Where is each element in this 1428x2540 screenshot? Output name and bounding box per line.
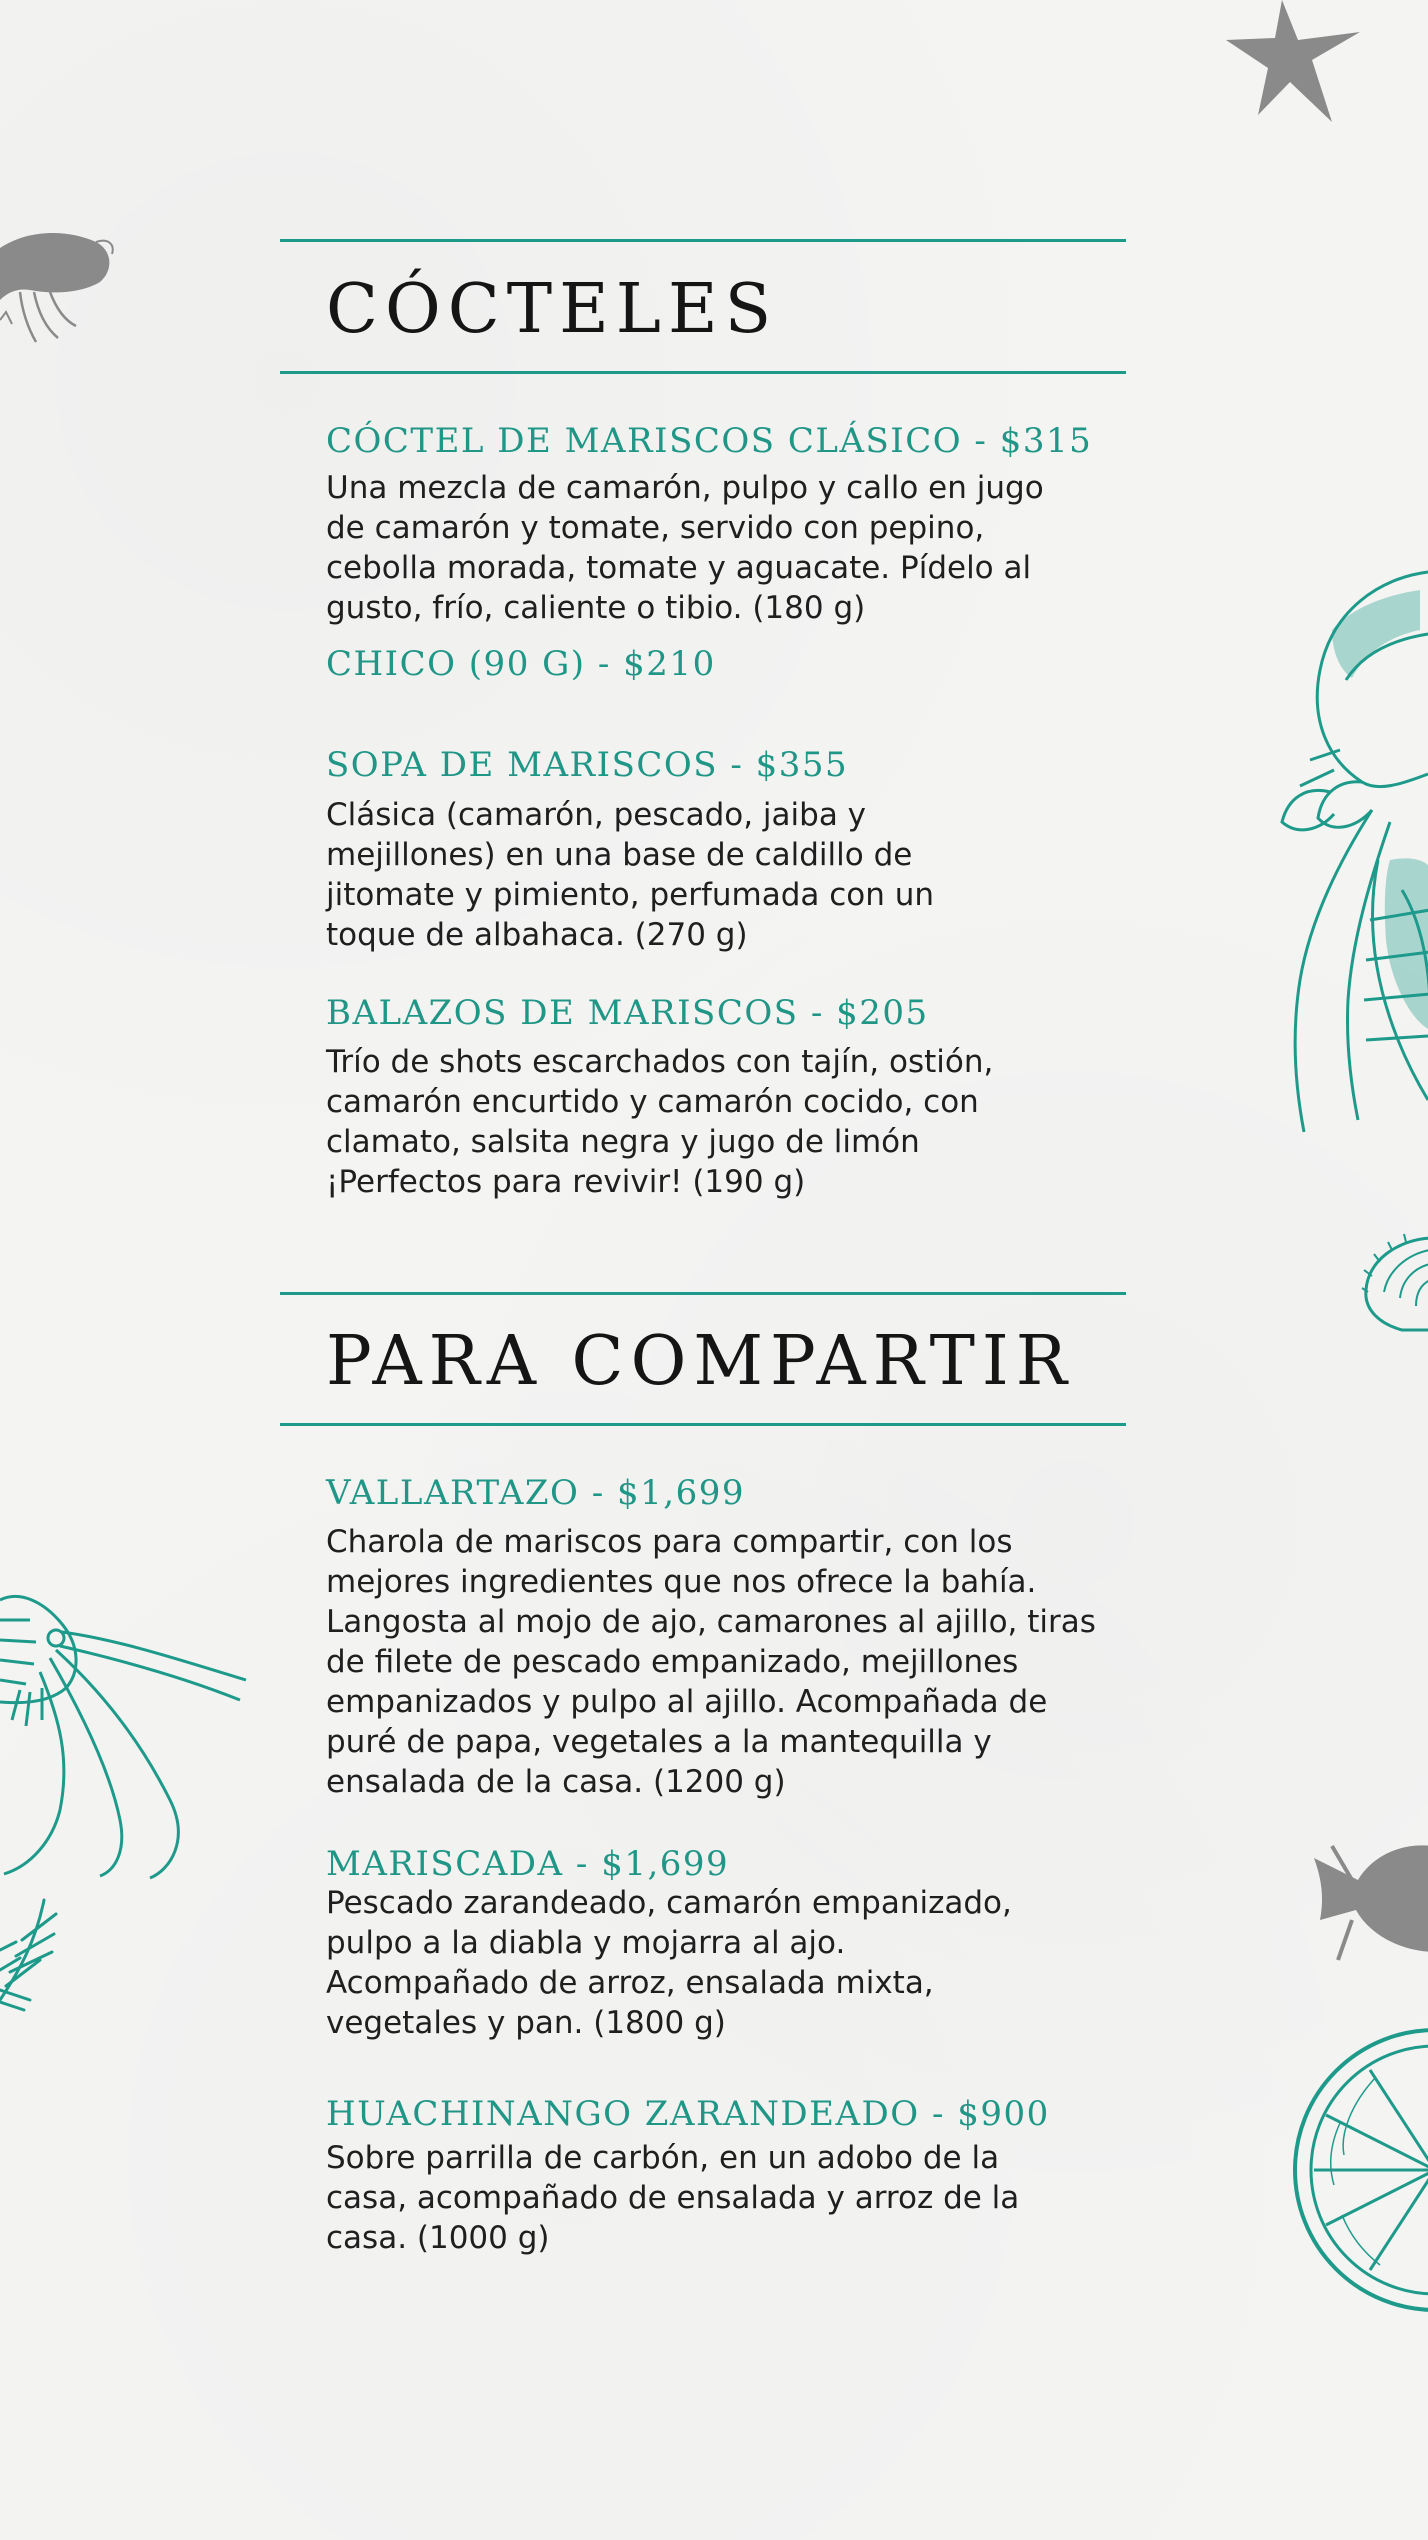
menu-item-description: Clásica (camarón, pescado, jaiba y mejillones) en una base de caldillo de jitomate y pimiento, perfumada con un toque de albahaca. (270 g) (326, 797, 935, 953)
menu-item-title (326, 1473, 745, 1513)
cocteles-bottom-rule (280, 371, 1126, 374)
cocteles-top-rule (280, 239, 1126, 242)
para-compartir-top-rule (280, 1292, 1126, 1295)
menu-item-variant-title (326, 644, 716, 684)
variant-name: CHICO (90 G) (326, 644, 586, 684)
item-price: $900 (957, 2094, 1050, 2134)
item-separator: - (718, 745, 756, 785)
menu-item-description: Sobre parrilla de carbón, en un adobo de la casa, acompañado de ensalada y arroz de la casa. (1000 g) (326, 2140, 1020, 2256)
menu-item-title (326, 745, 849, 785)
menu-item-title (326, 2094, 1050, 2134)
item-price: $205 (836, 993, 929, 1033)
item-price: $1,699 (601, 1844, 730, 1884)
scallop-shell-icon (1358, 1230, 1428, 1340)
item-price: $315 (999, 421, 1093, 461)
item-separator: - (579, 1473, 617, 1513)
variant-price: $210 (623, 644, 716, 684)
prawn-icon (0, 1580, 250, 1880)
menu-item-title (326, 993, 929, 1033)
seaweed-icon (0, 1890, 90, 2010)
item-name: HUACHINANGO ZARANDEADO (326, 2094, 920, 2134)
lobster-icon (1270, 560, 1428, 1160)
item-name: MARISCADA (326, 1844, 564, 1884)
item-name: CÓCTEL DE MARISCOS CLÁSICO (326, 421, 963, 461)
item-separator: - (919, 2094, 958, 2134)
item-separator: - (798, 993, 837, 1033)
item-name: BALAZOS DE MARISCOS (326, 993, 799, 1033)
para-compartir-bottom-rule (280, 1423, 1126, 1426)
menu-item-title (326, 421, 1093, 461)
menu-item-title (326, 1844, 730, 1884)
item-separator: - (585, 644, 624, 684)
item-price: $355 (755, 745, 849, 785)
starfish-icon (1220, 0, 1370, 130)
section-title-para-compartir: PARA COMPARTIR (326, 1322, 1074, 1401)
fish-icon (1292, 1840, 1428, 1980)
menu-item-description: Trío de shots escarchados con tajín, ostión, camarón encurtido y camarón cocido, con clamato, salsita negra y jugo de limón ¡Perfectos para revivir! (190 g) (326, 1044, 994, 1200)
item-separator: - (563, 1844, 602, 1884)
item-separator: - (962, 421, 1000, 461)
lime-slice-icon (1290, 2025, 1428, 2315)
shrimp-icon (0, 220, 120, 370)
item-name: VALLARTAZO (326, 1473, 580, 1513)
menu-item-description: Una mezcla de camarón, pulpo y callo en jugo de camarón y tomate, servido con pepino, cebolla morada, tomate y aguacate. Pídelo al gusto, frío, caliente o tibio. (180 g) (326, 470, 1044, 626)
menu-item-description: Pescado zarandeado, camarón empanizado, pulpo a la diabla y mojarra al ajo. Acompañado de arroz, ensalada mixta, vegetales y pan. (1800 g) (326, 1885, 1012, 2041)
item-price: $1,699 (617, 1473, 745, 1513)
menu-item-description: Charola de mariscos para compartir, con los mejores ingredientes que nos ofrece la bahía. Langosta al mojo de ajo, camarones al ajillo, tiras de filete de pescado empanizado, mejillones empanizados y pulpo al ajillo. Acompañada de puré de papa, vegetales a la mantequilla y ensalada de la casa. (1200 g) (326, 1524, 1096, 1800)
item-name: SOPA DE MARISCOS (326, 745, 719, 785)
section-title-cocteles: CÓCTELES (326, 270, 779, 349)
